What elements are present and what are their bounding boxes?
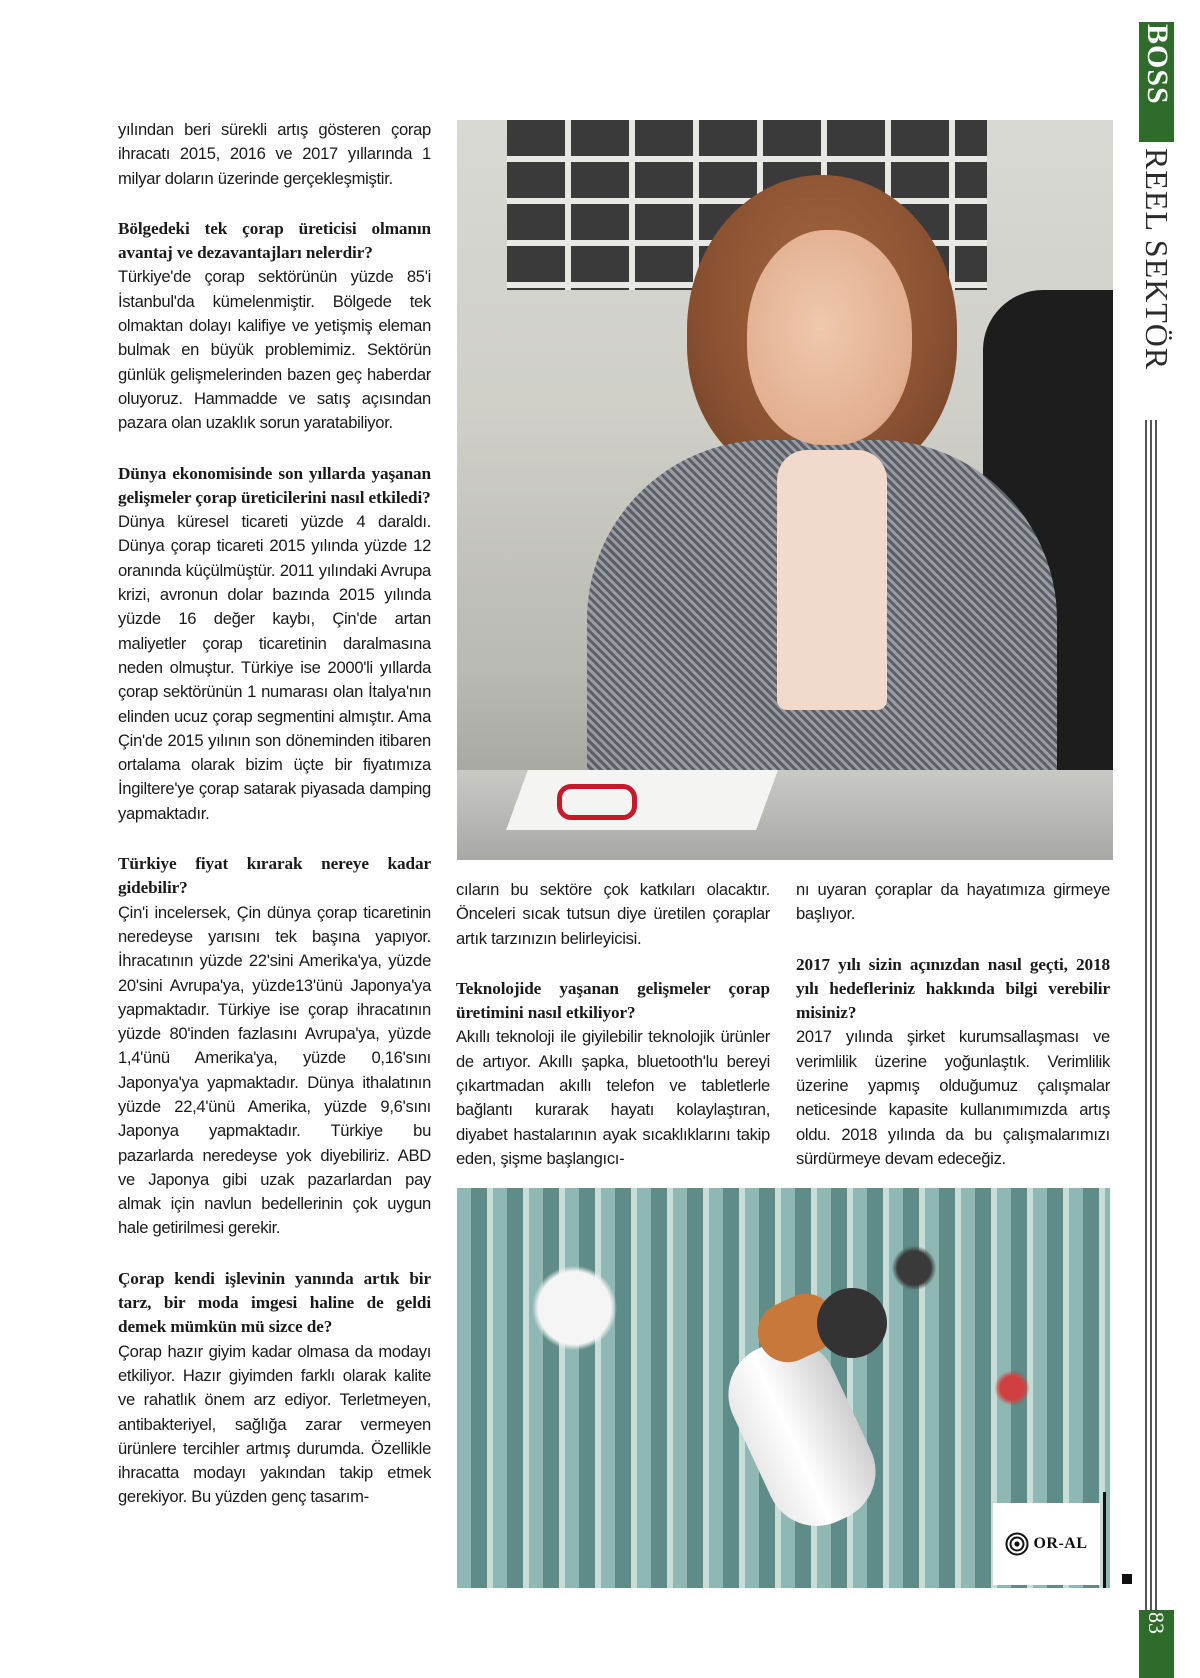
portrait-photo — [457, 120, 1113, 860]
paragraph: cıların bu sektöre çok katkıları olacaktır. Önceleri sıcak tutsun diye üretilen çoraplar artık tarzınızın belirleyicisi. — [456, 880, 770, 948]
question-heading: Dünya ekonomisinde son yıllarda yaşanan gelişmeler çorap üreticilerini nasıl etkiledi? — [118, 463, 431, 507]
answer-paragraph: Çin'i incelersek, Çin dünya çorap ticaretinin neredeyse yarısını tek başına yapıyor. İhracatının yüzde 22'sini Amerika'ya, yüzde 20'sini Avrupa'ya, yüzde13'ünü Japonya'ya yapmaktadır. Türkiye ise çorap ihracatının yüzde 80'inden fazlasını Avrupa'ya, yüzde 1,4'ünü Amerika'ya, yüzde 0,16'sını Japonya'ya yapmaktadır. Dünya ithalatının yüzde 22,4'ünü Amerika, yüzde 9,6'sını Japonya yapmaktadır. Türkiye bu pazarlarda neredeyse yok diyebiliriz. ABD ve Japonya gibi uzak pazarlardan pay almak için navlun bedellerinin çok uygun hale getirilmesi gerekir. — [118, 902, 431, 1238]
paragraph: yılından beri sürekli artış gösteren çorap ihracatı 2015, 2016 ve 2017 yıllarında 1 milyar doların üzerinde gerçekleşmiştir. — [118, 120, 431, 188]
article-column-3 — [796, 878, 1110, 1171]
yarn-spool-dark — [817, 1288, 887, 1358]
answer-paragraph: Çorap hazır giyim kadar olmasa da modayı etkiliyor. Hazır giyimden farklı olarak kalite ve rahatlık önem arz ediyor. Terletmeyen, antibakteriyel, sağlığa zarar vermeyen ürünlere tercihler artmış durumda. Özellikle ihracatta modayı yakından takip etmek gerekiyor. Bu yüzden genç tasarım- — [118, 1341, 431, 1507]
answer-paragraph: 2017 yılında şirket kurumsallaşması ve verimlilik üzerine yoğunlaştık. Verimlilik üzerine yapmış olduğumuz çalışmalar neticesinde kapasite kullanımımızda artış oldu. 2018 yılında da bu çalışmalarımızı sürdürmeye devam edeceğiz. — [796, 1027, 1110, 1168]
question-heading: Teknolojide yaşanan gelişmeler çorap üretimini nasıl etkiliyor? — [456, 978, 770, 1023]
portrait-face — [747, 230, 912, 445]
portrait-blouse — [777, 450, 887, 710]
margin-rule — [1145, 420, 1147, 1610]
logo-text: OR-AL — [1033, 1535, 1088, 1552]
article-column-1 — [118, 118, 431, 1510]
answer-paragraph: Dünya küresel ticareti yüzde 4 daraldı. Dünya çorap ticareti 2015 yılında yüzde 12 oranında küçülmüştür. 2011 yılındaki Avrupa krizi, avronun dolar bazında 2015 yılında yüzde 16 değer kaybı, Çin'de artan maliyetler çorap ticaretinin daralmasına neden olmuştur. Türkiye ise 2000'li yıllarda çorap sektörünün 1 numarası olan İtalya'nın elinden ucuz çorap segmentini almıştır. Ama Çin'de 2015 yılının son döneminden itibaren ortalama olarak bizim üçte bir fiyatımıza İngiltere'ye çorap satarak piyasada damping yapmaktadır. — [118, 512, 431, 823]
eyeglasses — [557, 784, 637, 820]
answer-paragraph: Akıllı teknoloji ile giyilebilir teknolojik ürünler de artıyor. Akıllı şapka, bluetooth'lu bereyi çıkartmadan akıllı telefon ve tabletlerle bağlantı kurarak hayatı kolaylaştıran, diyabet hastalarının ayak sıcaklıklarını takip eden, şişme başlangıcı- — [456, 1027, 770, 1168]
page-number: 83 — [1144, 1612, 1169, 1634]
question-heading: Türkiye fiyat kırarak nereye kadar gidebilir? — [118, 854, 431, 898]
section-label: REEL SEKTÖR — [1139, 148, 1175, 371]
margin-rule — [1150, 420, 1152, 1610]
question-heading: 2017 yılı sizin açınızdan nasıl geçti, 2018 yılı hedefleriniz hakkında bilgi verebilir misiniz? — [796, 954, 1110, 1023]
end-bar — [1103, 1492, 1106, 1588]
question-heading: Bölgedeki tek çorap üreticisi olmanın avantaj ve dezavantajları nelerdir? — [118, 218, 431, 263]
logo-swirl-icon — [1005, 1532, 1029, 1556]
answer-paragraph: Türkiye'de çorap sektörünün yüzde 85'i İstanbul'da kümelenmiştir. Bölgede tek olmaktan dolayı kalifiye ve yetişmiş eleman bulmak en büyük problemimiz. Sektörün günlük gelişmelerinden bazen geç haberdar oluyoruz. Hammadde ve satış açısından pazara olan uzaklık sorun yaratabiliyor. — [118, 267, 431, 433]
question-heading: Çorap kendi işlevinin yanında artık bir tarz, bir moda imgesi haline de geldi demek mümkün mü sizce de? — [118, 1268, 431, 1337]
brand-label: BOSS — [1141, 24, 1174, 105]
company-logo — [993, 1503, 1100, 1585]
end-of-article-mark — [1122, 1574, 1132, 1584]
margin-rule — [1155, 420, 1157, 1610]
paragraph: nı uyaran çoraplar da hayatımıza girmeye başlıyor. — [796, 880, 1110, 924]
article-column-2 — [456, 878, 770, 1171]
desk-paper — [506, 770, 778, 830]
